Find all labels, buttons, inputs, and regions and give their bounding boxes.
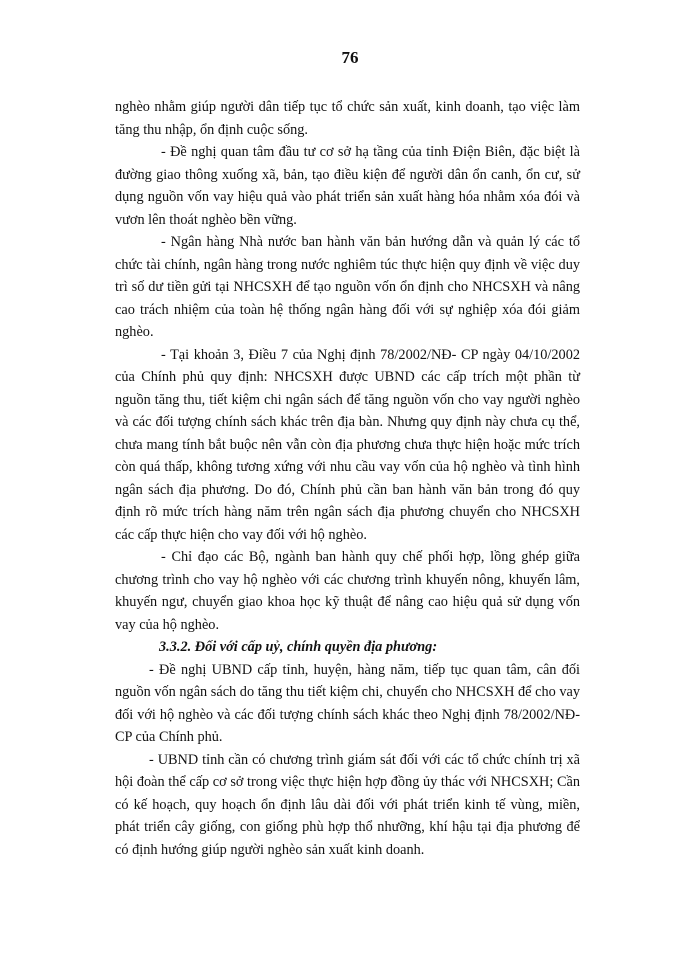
paragraph-infrastructure: - Đề nghị quan tâm đầu tư cơ sở hạ tầng của tỉnh Điện Biên, đặc biệt là đường giao thông xuống xã, bản, tạo điều kiện để người dân ổn canh, ổn cư, sử dụng nguồn vốn vay hiệu quả vào phát triển sản xuất hàng hóa nhằm xóa đói và vươn lên thoát nghèo bền vững. — [115, 144, 580, 228]
paragraph-decree-78: - Tại khoản 3, Điều 7 của Nghị định 78/2002/NĐ- CP ngày 04/10/2002 của Chính phủ quy định: NHCSXH được UBND các cấp trích một phần từ nguồn tăng thu, tiết kiệm chi ngân sách để tăng nguồn vốn cho vay người nghèo và các đối tượng chính sách khác trên địa bàn. Nhưng quy định này chưa cụ thể, chưa mang tính bắt buộc nên vẫn còn địa phương chưa thực hiện hoặc mức trích còn quá thấp, không tương xứng với nhu cầu vay vốn của hộ nghèo và tình hình ngân sách địa phương. Do đó, Chính phủ cần ban hành văn bản trong đó quy định rõ mức trích hàng năm trên ngân sách địa phương chuyển cho NHCSXH các cấp thực hiện cho vay đối với hộ nghèo. — [115, 346, 580, 543]
paragraph-state-bank: - Ngân hàng Nhà nước ban hành văn bản hướng dẫn và quản lý các tổ chức tài chính, ngân hàng trong nước nghiêm túc thực hiện quy định về việc duy trì số dư tiền gửi tại NHCSXH để tạo nguồn vốn ổn định cho NHCSXH và nâng cao trách nhiệm của toàn hệ thống ngân hàng đối với sự nghiệp xóa đói giảm nghèo. — [115, 234, 580, 340]
page-number: 76 — [341, 48, 359, 67]
paragraph-continuation: nghèo nhằm giúp người dân tiếp tục tổ chức sản xuất, kinh doanh, tạo việc làm tăng thu nhập, ổn định cuộc sống. — [115, 99, 580, 138]
paragraph-ministries: - Chỉ đạo các Bộ, ngành ban hành quy chế phối hợp, lồng ghép giữa chương trình cho vay hộ nghèo với các chương trình khuyến nông, khuyến lâm, khuyến ngư, chuyển giao khoa học kỹ thuật để nâng cao hiệu quả sử dụng vốn vay của hộ nghèo. — [115, 549, 580, 633]
page-body — [115, 96, 580, 861]
paragraph-provincial-budget: - Đề nghị UBND cấp tỉnh, huyện, hàng năm, tiếp tục quan tâm, cân đối nguồn vốn ngân sách do tăng thu tiết kiệm chi, chuyển cho NHCSXH để cho vay đối với hộ nghèo và các đối tượng chính sách khác theo Nghị định 78/2002/NĐ-CP của Chính phủ. — [115, 661, 580, 745]
section-heading: 3.3.2. Đối với cấp uỷ, chính quyền địa phương: — [159, 639, 438, 655]
paragraph-supervision: - UBND tỉnh cần có chương trình giám sát đối với các tổ chức chính trị xã hội đoàn thể cấp cơ sở trong việc thực hiện hợp đồng ủy thác với NHCSXH; Cần có kế hoạch, quy hoạch ổn định lâu dài đối với phát triển kinh tế vùng, miền, phát triển cây giống, con giống phù hợp thổ nhưỡng, khí hậu tại địa phương để có định hướng giúp người nghèo sản xuất kinh doanh. — [115, 751, 580, 858]
